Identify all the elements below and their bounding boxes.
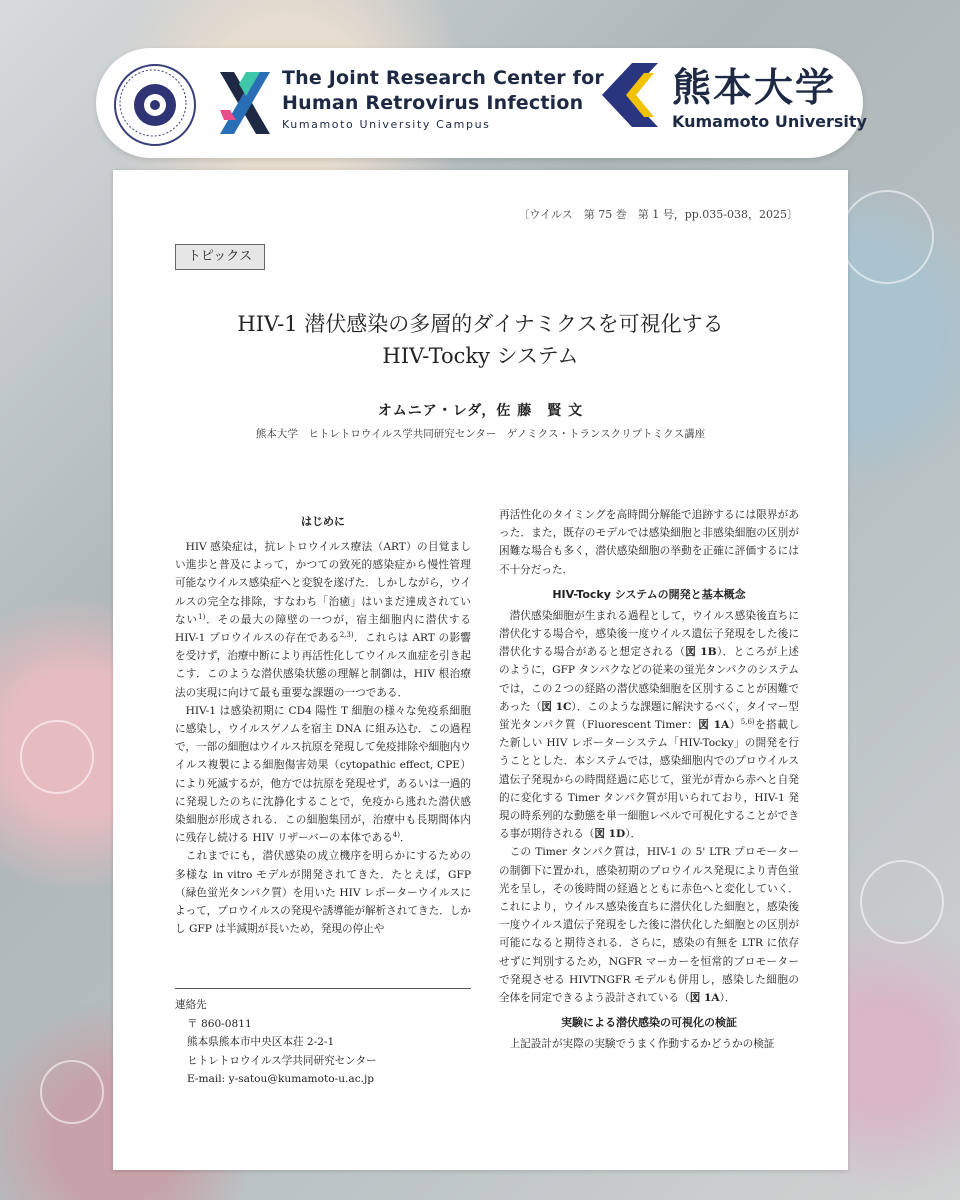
paragraph: この Timer タンパク質は，HIV-1 の 5' LTR プロモーターの制御下に置かれ，感染初期のプロウイルス発現により青色蛍光を呈し，その後時間の経過とともに赤色へと変化していく．これにより，ウイルス感染後直ちに潜伏化した細胞と，感染後一度ウイルス遺伝子発現をした後に潜伏化した細胞との区別が可能になると期待される．さらに，感染の有無を LTR に依存せずに判別するため，NGFR マーカーを恒常的プロモーターで発現させる HIVTNGFR モデルも併用し，感染した細胞の全体を同定できるよう設計されている（図 1A）．: [499, 846, 799, 1005]
figure-ref: 図 1A: [689, 992, 720, 1005]
article-page: [113, 170, 848, 1170]
contact-block: [175, 996, 377, 1089]
section-heading-experiment: 実験による潜伏感染の可視化の検証: [561, 1016, 737, 1030]
campus-label: Kumamoto University Campus: [282, 118, 491, 131]
figure-ref: 図 1B: [685, 646, 717, 659]
contact-email[interactable]: E-mail: y-satou@kumamoto-u.ac.jp: [187, 1073, 375, 1085]
affiliation: 熊本大学 ヒトレトロウイルス学共同研究センター ゲノミクス・トランスクリプトミクス講座: [255, 428, 706, 440]
paragraph: 潜伏感染細胞が生まれる過程として，ウイルス感染後直ちに潜伏化する場合や，感染後一度ウイルス遺伝子発現をした後に潜伏化する場合があると想定される（図 1B）．ところが上述のように，GFP タンパクなどの従来の蛍光タンパクのシステムでは，この２つの経路の潜伏感染細胞を区別することが困難であった（図 1C）．このような課題に解決するべく，タイマー型蛍光タンパク質（Fluorescent Timer：図 1A）$^{5,6)}$を搭載した新しい HIV レポーターシステム「HIV-Tocky」の開発を行うこととした．本システムでは，感染細胞内でのプロウイルス遺伝子発現からの時間経過に応じて，蛍光が青から赤へと自発的に変化する Timer タンパク質が用いられており，HIV-1 発現の時系列的な動態を単一細胞レベルで可視化することができる事が期待される（図 1D）．: [499, 609, 800, 841]
center-name-line1: The Joint Research Center for: [282, 67, 604, 89]
paragraph: これまでにも，潜伏感染の成立機序を明らかにするための多様な in vitro モデルが開発されてきた．たとえば，GFP（緑色蛍光タンパク質）を用いた HIV レポーターウイルスによって，プロウイルスの発現や誘導能が解析されてきた．しかし GFP は半減期が長いため，発現の停止や: [175, 850, 471, 936]
article-title: [113, 308, 848, 372]
kumamoto-university-chevron-logo-icon: [602, 63, 658, 127]
seal-emblem: [134, 84, 176, 126]
university-name-ja: 熊本大学: [672, 66, 837, 111]
contact-divider: [175, 988, 471, 989]
background-decoration: [40, 1060, 104, 1124]
figure-ref: 図 1D: [594, 828, 626, 841]
division-seal-logo: [114, 64, 196, 146]
center-x-logo-icon: [216, 70, 274, 136]
right-column: [499, 506, 799, 1053]
header-banner: [96, 48, 867, 158]
background-decoration: [840, 190, 934, 284]
paragraph: HIV-1 は感染初期に CD4 陽性 T 細胞の様々な免疫系細胞に感染し，ウイルスゲノムを宿主 DNA に組み込む．この過程で，一部の細胞はウイルス抗原を発現して免疫排除や細胞内ウイルス複製による細胞傷害効果（cytopathic effect, CPE）により死滅するが，他方では抗原を発現せず，あるいは一過的に発現したのちに沈静化することで，免疫から逃れた潜伏感染細胞が形成される．この細胞集団が，治療中も長期間体内に残存し続ける HIV リザーバーの本体である$^{4)}$．: [175, 704, 471, 845]
section-heading-intro: はじめに: [301, 515, 345, 528]
journal-citation: 〔ウイルス 第 75 巻 第 1 号，pp.035-038，2025〕: [518, 208, 798, 221]
section-tag: トピックス: [175, 244, 265, 270]
authors: オムニア・レダ，佐 藤 賢 文: [377, 403, 584, 419]
contact-postal: 〒 860-0811: [187, 1017, 252, 1030]
center-name-line2: Human Retrovirus Infection: [282, 92, 584, 114]
paragraph: HIV 感染症は，抗レトロウイルス療法（ART）の目覚ましい進歩と普及によって，かつての致死的感染症から慢性管理可能なウイルス感染症へと変貌を遂げた．しかしながら，ウイルスの完全な排除，すなわち「治癒」はいまだ達成されていない$^{1)}$．その最大の障壁の一つが，宿主細胞内に潜伏する HIV-1 プロウイルスの存在である$^{2,3)}$．これらは ART の影響を受けず，治療中断により再活性化してウイルス血症を引き起こす．このような潜伏感染状態の理解と制御は，HIV 根治療法の実現に向けて最も重要な課題の一つである．: [175, 541, 472, 699]
university-name: [672, 66, 867, 131]
background-decoration: [20, 720, 94, 794]
background-decoration: [860, 860, 944, 944]
paragraph: 再活性化のタイミングを高時間分解能で追跡するには限界があった．また，既存のモデルでは感染細胞と非感染細胞の区別が困難な場合も多く，潜伏感染細胞の挙動を正確に評価するには不十分だった．: [499, 509, 799, 576]
contact-label: 連絡先: [175, 999, 207, 1011]
contact-org: ヒトレトロウイルス学共同研究センター: [187, 1054, 377, 1067]
university-name-en: Kumamoto University: [672, 112, 867, 131]
section-heading-development: HIV-Tocky システムの開発と基本概念: [552, 587, 746, 601]
title-line2: HIV-Tocky システム: [382, 344, 579, 368]
left-column: [175, 510, 471, 938]
figure-ref: 図 1A: [698, 719, 730, 732]
center-name: [282, 66, 604, 131]
figure-ref: 図 1C: [541, 700, 572, 713]
title-line1: HIV-1 潜伏感染の多層的ダイナミクスを可視化する: [237, 312, 724, 336]
paragraph: 上記設計が実際の実験でうまく作動するかどうかの検証: [509, 1038, 775, 1051]
contact-address: 熊本県熊本市中央区本荘 2-2-1: [187, 1036, 335, 1048]
